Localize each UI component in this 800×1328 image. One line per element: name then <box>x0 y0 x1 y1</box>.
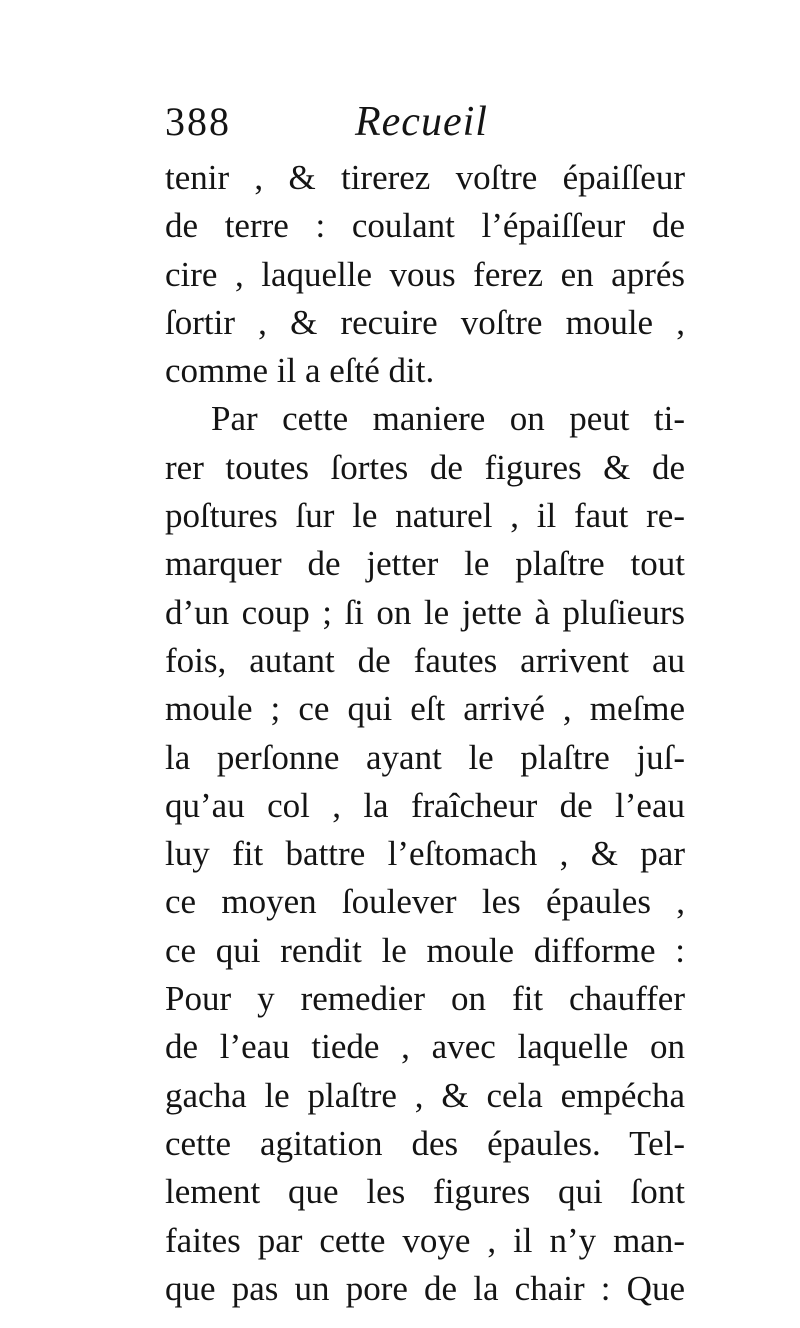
text-line: ce moyen ſoulever les épaules , <box>165 882 685 922</box>
text-line: gacha le plaſtre , & cela empécha <box>165 1075 685 1115</box>
text-line: poſtures ſur le naturel , il faut re- <box>165 496 685 536</box>
text-line: Pour y remedier on fit chauffer <box>165 979 685 1019</box>
text-line: marquer de jetter le plaſtre tout <box>165 544 685 584</box>
text-line: fois, autant de fautes arrivent au <box>165 640 685 680</box>
text-line: tenir , & tirerez voſtre épaiſſeur <box>165 158 685 197</box>
text-line: rer toutes ſortes de figures & de <box>165 447 685 487</box>
text-line: cire , laquelle vous ferez en aprés <box>165 254 685 294</box>
text-line: de terre : coulant l’épaiſſeur de <box>165 206 685 246</box>
text-line: moule ; ce qui eſt arrivé , meſme <box>165 689 685 729</box>
text-line: la perſonne ayant le plaſtre juſ- <box>165 737 685 777</box>
text-line: comme il a eſté dit. <box>165 351 435 391</box>
text-line: de l’eau tiede , avec laquelle on <box>165 1027 685 1067</box>
text-line: luy fit battre l’eſtomach , & par <box>165 834 685 874</box>
text-line: lement que les figures qui ſont <box>165 1172 685 1212</box>
text-line: qu’au col , la fraîcheur de l’eau <box>165 785 685 825</box>
text-line: ſortir , & recuire voſtre moule , <box>165 302 685 342</box>
text-line: cette agitation des épaules. Tel- <box>165 1123 685 1163</box>
running-head <box>165 98 685 150</box>
running-title: Recueil <box>355 99 488 145</box>
text-line: ce qui rendit le moule difforme : <box>165 930 685 970</box>
text-line: Par cette maniere on peut ti- <box>211 399 685 439</box>
text-line: que pas un pore de la chair : Que <box>165 1268 685 1308</box>
page-number: 388 <box>165 99 231 144</box>
body-text <box>165 154 685 1313</box>
text-line: faites par cette voye , il n’y man- <box>165 1220 685 1260</box>
text-line: d’un coup ; ſi on le jette à pluſieurs <box>165 592 685 632</box>
